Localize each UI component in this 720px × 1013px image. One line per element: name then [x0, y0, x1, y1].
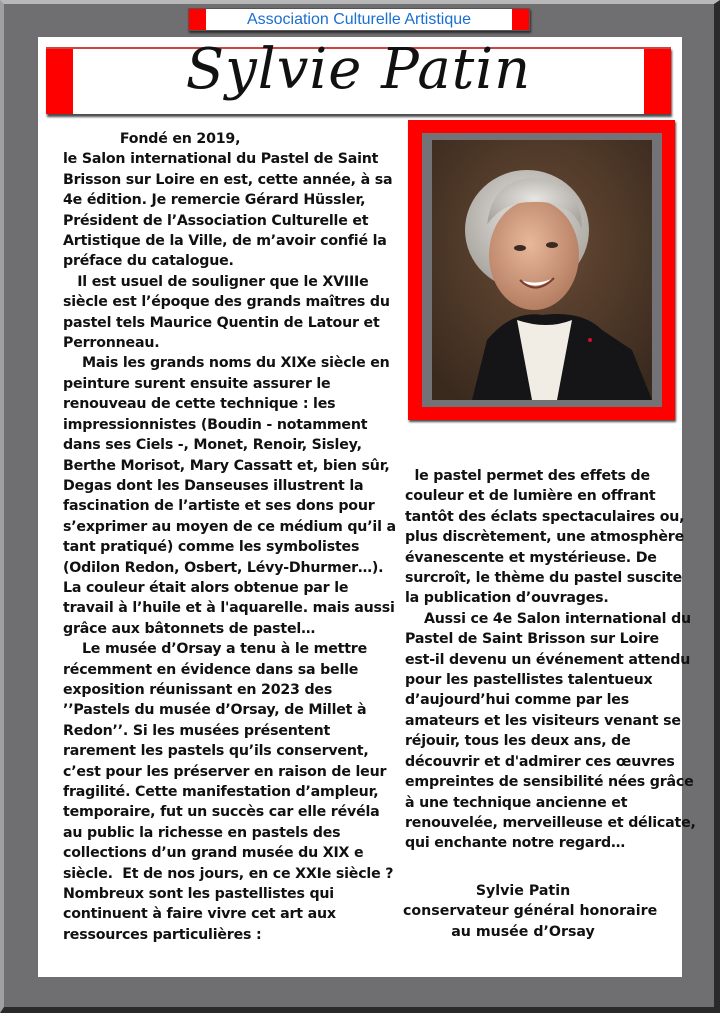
text-line: peinture surent ensuite assurer le [63, 375, 331, 392]
text-line: Nombreux sont les pastellistes qui [63, 886, 334, 903]
association-title: Association Culturelle Artistique [246, 11, 472, 28]
text-line: s’exprimer au moyen de ce médium qu’il a [63, 518, 396, 535]
text-line: renouveau de cette technique : les [63, 396, 336, 413]
text-line: la publication d’ouvrages. [405, 590, 609, 607]
right-column-text [405, 466, 715, 854]
text-line: tantôt des éclats spectaculaires ou, [405, 508, 685, 525]
text-line: continuent à faire vivre cet art aux [63, 906, 336, 923]
text-line: temporaire, fut un succès car elle révéla [63, 804, 380, 821]
text-line: pastel tels Maurice Quentin de Latour et [63, 314, 380, 331]
text-line: Il est usuel de souligner que le XVIIIe [63, 273, 369, 290]
portrait-photo [432, 140, 652, 400]
text-line: Degas dont les Danseuses illustrent la [63, 477, 364, 494]
text-line: le pastel permet des effets de [405, 468, 650, 484]
name-banner [46, 37, 671, 114]
text-line: est-il devenu un événement attendu [405, 651, 691, 668]
text-line: c’est pour les préserver en raison de leur [63, 763, 387, 780]
text-line: Redon’’. Si les musées présentent [63, 722, 331, 739]
text-line: Pastel de Saint Brisson sur Loire [405, 631, 659, 648]
text-line: plus discrètement, une atmosphère [405, 529, 685, 546]
text-line: à une technique ancienne et [405, 794, 628, 811]
text-line: siècle. Et de nos jours, en ce XXIe siècle ? [63, 865, 394, 882]
text-line: préface du catalogue. [63, 253, 234, 270]
text-line: le Salon international du Pastel de Saint [63, 151, 379, 168]
text-line: Berthe Morisot, Mary Cassatt et, bien sûr, [63, 457, 390, 474]
signature-title: conservateur général honoraire [403, 903, 658, 920]
text-line: tant pratiqué) comme les symbolistes [63, 539, 360, 556]
text-line: réjouir, tous les deux ans, de [405, 733, 631, 750]
text-line: Artistique de la Ville, de m’avoir confié la [63, 233, 387, 250]
text-line: surcroît, le thème du pastel suscite [405, 570, 682, 587]
text-line: récemment en évidence dans sa belle [63, 661, 359, 678]
text-line: amateurs et les visiteurs venant se [405, 712, 681, 729]
text-line: Brisson sur Loire en est, cette année, à sa [63, 171, 393, 188]
text-line: Aussi ce 4e Salon international du [405, 610, 691, 627]
name-banner-red-right [644, 49, 671, 114]
text-line: exposition réunissant en 2023 des [63, 681, 333, 698]
text-line: rarement les pastels qu’ils conservent, [63, 743, 369, 760]
text-line: La couleur était alors obtenue par le [63, 579, 349, 596]
text-line: siècle est l’époque des grands maîtres du [63, 294, 390, 311]
association-banner [188, 8, 530, 31]
text-line: renouvelée, merveilleuse et délicate, [405, 814, 696, 831]
text-line: découvrir et d'admirer ces œuvres [405, 753, 675, 770]
text-line: Mais les grands noms du XIXe siècle en [63, 355, 390, 372]
signature-name: Sylvie Patin [475, 883, 571, 899]
signature-block [403, 881, 658, 942]
page-title: Sylvie Patin [185, 37, 532, 102]
text-line: au public la richesse en pastels des [63, 824, 341, 841]
text-line: Président de l’Association Culturelle et [63, 212, 369, 229]
banner-red-block-left [189, 9, 206, 30]
text-line: pour les pastellistes talentueux [405, 672, 653, 689]
signature-institution: au musée d’Orsay [451, 923, 595, 940]
text-line: collections d’un grand musée du XIX e [63, 845, 364, 862]
text-line: impressionnistes (Boudin - notamment [63, 416, 368, 433]
text-line: fragilité. Cette manifestation d’ampleur, [63, 784, 379, 800]
text-line: couleur et de lumière en offrant [405, 488, 656, 505]
text-line: qui enchante notre regard… [405, 835, 625, 852]
banner-red-block-right [512, 9, 529, 30]
text-line: empreintes de sensibilité nées grâce [405, 774, 694, 791]
text-line: dans ses Ciels -, Monet, Renoir, Sisley, [63, 437, 362, 454]
text-line: d’aujourd’hui comme par les [405, 692, 629, 709]
text-line: 4e édition. Je remercie Gérard Hüssler, [63, 192, 366, 209]
left-column-text [63, 129, 408, 945]
text-line: ressources particulières : [63, 926, 262, 943]
text-line: Le musée d’Orsay a tenu à le mettre [63, 641, 368, 658]
text-line: (Odilon Redon, Osbert, Lévy-Dhurmer…). [63, 559, 384, 576]
text-line: ’’Pastels du musée d’Orsay, de Millet à [63, 702, 367, 719]
text-line: grâce aux bâtonnets de pastel… [63, 620, 316, 637]
text-line: fascination de l’artiste et ses dons pour [63, 498, 375, 515]
portrait-frame [408, 120, 675, 420]
portrait-illustration [432, 140, 652, 400]
text-line: Fondé en 2019, [63, 131, 241, 147]
text-line: évanescente et mystérieuse. De [405, 549, 657, 566]
text-line: travail à l’huile et à l'aquarelle. mais aussi [63, 600, 395, 617]
text-line: Perronneau. [63, 335, 160, 352]
